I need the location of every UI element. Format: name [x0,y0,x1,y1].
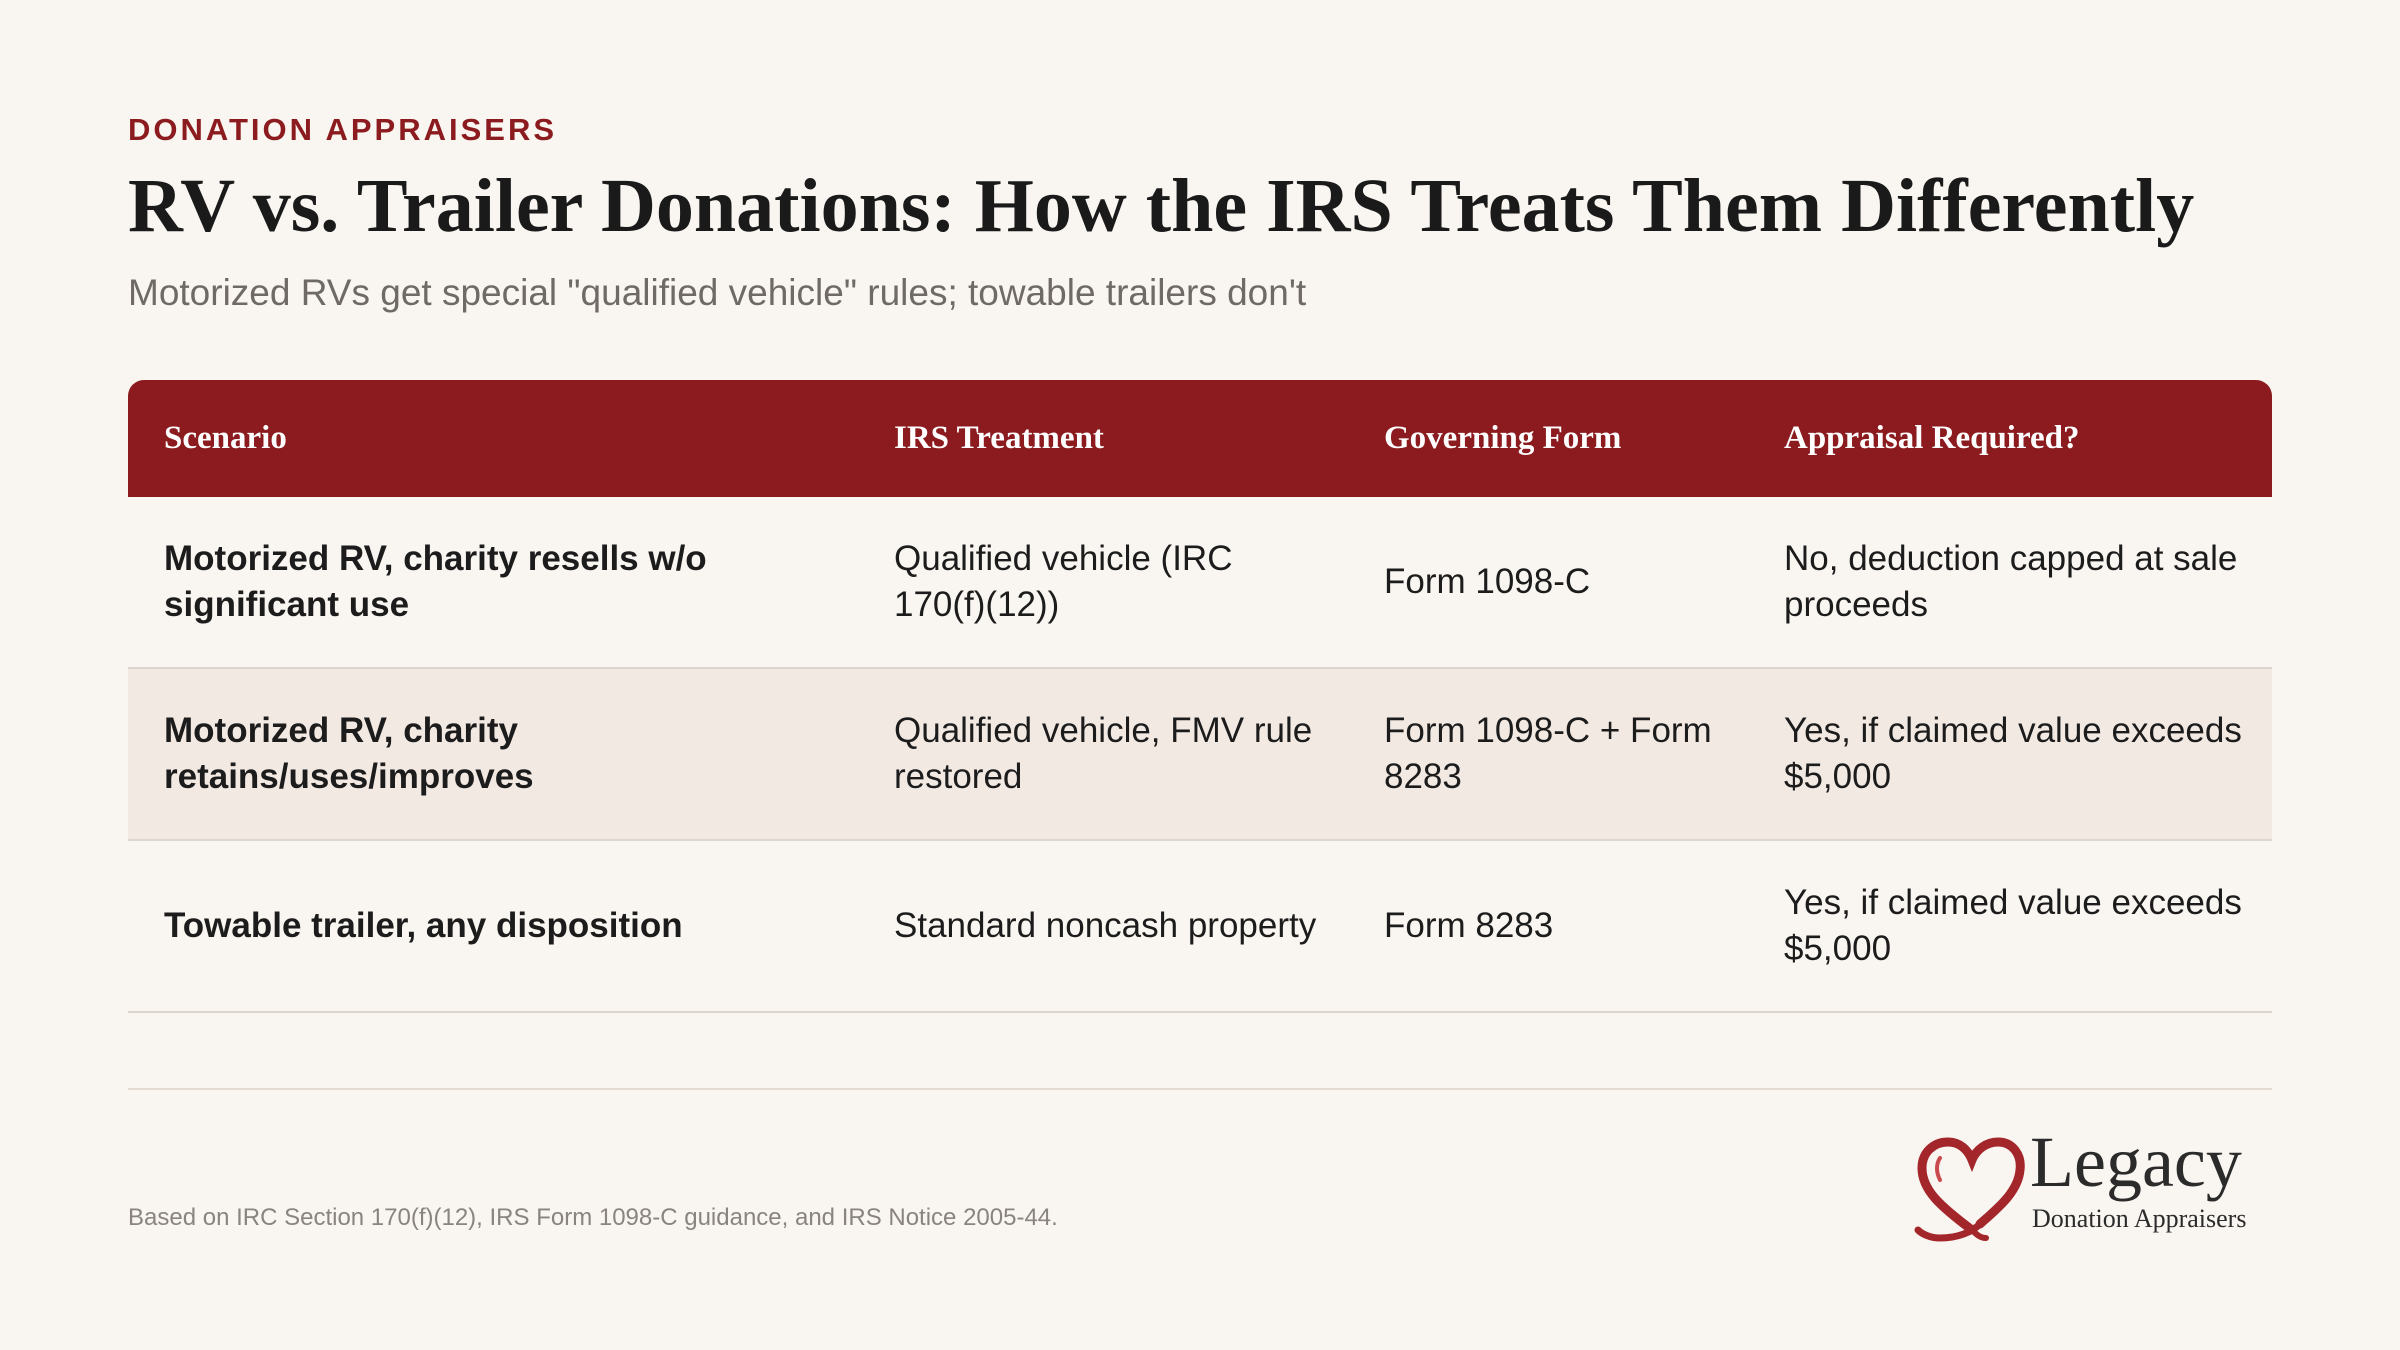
footer-divider [128,1088,2272,1090]
table-header [128,380,2272,497]
heart-ribbon-icon [1910,1134,2030,1242]
table-row [128,497,2272,669]
comparison-table [128,380,2272,1013]
cell-scenario: Motorized RV, charity resells w/o significant use [164,539,707,624]
cell-irs-treatment: Qualified vehicle, FMV rule restored [894,711,1313,796]
cell-scenario: Towable trailer, any disposition [164,906,683,945]
source-note: Based on IRC Section 170(f)(12), IRS Form 1098-C guidance, and IRS Notice 2005-44. [128,1204,1058,1231]
table-row [128,841,2272,1013]
column-header-governing-form: Governing Form [1384,420,1622,456]
table-row [128,669,2272,841]
cell-appraisal-required: Yes, if claimed value exceeds $5,000 [1784,711,2242,796]
logo-wordmark: Legacy [2030,1122,2242,1202]
cell-scenario: Motorized RV, charity retains/uses/improves [164,711,534,796]
cell-governing-form: Form 1098-C [1384,562,1591,601]
column-header-appraisal-required: Appraisal Required? [1784,420,2080,456]
cell-irs-treatment: Standard noncash property [894,906,1317,945]
column-header-scenario: Scenario [164,420,287,456]
cell-appraisal-required: Yes, if claimed value exceeds $5,000 [1784,883,2242,968]
brand-logo [1910,1122,2270,1238]
page-title: RV vs. Trailer Donations: How the IRS Treats Them Differently [128,164,2195,248]
page-subtitle: Motorized RVs get special "qualified vehicle" rules; towable trailers don't [128,272,1307,313]
cell-irs-treatment: Qualified vehicle (IRC 170(f)(12)) [894,539,1233,624]
cell-governing-form: Form 1098-C + Form 8283 [1384,711,1712,796]
logo-tagline: Donation Appraisers [2032,1204,2247,1233]
column-header-irs-treatment: IRS Treatment [894,420,1104,456]
cell-appraisal-required: No, deduction capped at sale proceeds [1784,539,2238,624]
brand-eyebrow: DONATION APPRAISERS [128,112,558,147]
cell-governing-form: Form 8283 [1384,906,1554,945]
